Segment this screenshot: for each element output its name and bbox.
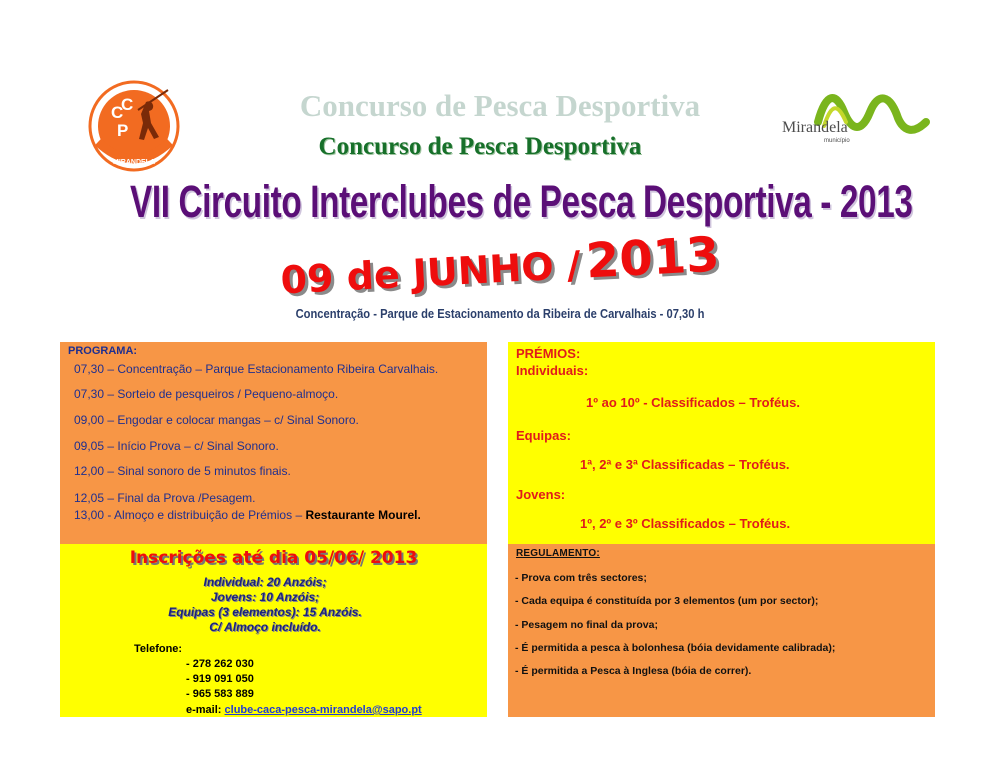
regulamento-rule: - Cada equipa é constituída por 3 elementos (um por sector); [515, 595, 819, 607]
event-date-year: 2013 [584, 226, 721, 290]
regulamento-rule: - Prova com três sectores; [515, 572, 647, 584]
regulamento-heading: REGULAMENTO: [516, 548, 600, 559]
programa-line: 12,05 – Final da Prova /Pesagem. [74, 491, 256, 505]
subtitle: Concurso de Pesca Desportiva [318, 133, 642, 160]
programa-line: 07,30 – Sorteio de pesqueiros / Pequeno-almoço. [74, 387, 339, 401]
ccp-letter-p: P [117, 121, 129, 140]
inscricao-price: C/ Almoço incluído. [209, 620, 321, 634]
premios-heading: PRÉMIOS: [516, 346, 581, 361]
individuais-prize: 1º ao 10º - Classificados – Troféus. [586, 395, 800, 410]
event-date [0, 212, 1000, 320]
jovens-label: Jovens: [516, 487, 566, 502]
telefone-label: Telefone: [134, 643, 183, 655]
ccp-ring-text: MIRANDELA [113, 159, 155, 166]
restaurant-name: Restaurante Mourel. [305, 508, 421, 522]
mirandela-municipio-logo [778, 82, 938, 148]
mirandela-sub: município [824, 138, 850, 144]
individuais-label: Individuais: [516, 363, 589, 378]
ccp-letter-c2: C [121, 95, 134, 114]
email-line [186, 704, 422, 716]
regulamento-rule: - É permitida a pesca à bolonhesa (bóia devidamente calibrada); [515, 642, 836, 654]
ccp-letter-c1: C [111, 103, 124, 122]
inscricao-price: Jovens: 10 Anzóis; [210, 590, 320, 604]
programa-panel [60, 342, 487, 544]
regulamento-panel [508, 544, 935, 717]
event-date-day: 09 de JUNHO / [279, 242, 582, 303]
equipas-label: Equipas: [516, 428, 571, 443]
main-title: VII Circuito Interclubes de Pesca Desportiva - 2013 [130, 176, 913, 227]
programa-heading: PROGRAMA: [68, 345, 138, 357]
inscricoes-title: Inscrições até dia 05/06/ 2013 [129, 548, 418, 568]
concentration-note: Concentração - Parque de Estacionamento da Ribeira de Carvalhais - 07,30 h [295, 306, 705, 321]
mirandela-name: Mirandela [782, 119, 848, 136]
inscricao-price: Individual: 20 Anzóis; [203, 575, 327, 589]
equipas-prize: 1ª, 2ª e 3ª Classificadas – Troféus. [580, 457, 790, 472]
regulamento-rule: - É permitida a Pesca à Inglesa (bóia de correr). [515, 665, 752, 677]
premios-panel [508, 342, 935, 544]
programa-line: 12,00 – Sinal sonoro de 5 minutos finais. [74, 464, 291, 478]
phone-number: - 965 583 889 [186, 688, 254, 700]
lunch-time: 13,00 - Almoço e distribuição de Prémios – [74, 508, 306, 522]
ghost-title: Concurso de Pesca Desportiva [299, 88, 701, 123]
programa-line: 09,05 – Início Prova – c/ Sinal Sonoro. [74, 439, 279, 453]
programa-line: 09,00 – Engodar e colocar mangas – c/ Sinal Sonoro. [74, 413, 359, 427]
inscricoes-panel [60, 544, 487, 717]
programa-line: 07,30 – Concentração – Parque Estacionamento Ribeira Carvalhais. [74, 362, 439, 376]
email-link[interactable]: clube-caca-pesca-mirandela@sapo.pt [224, 704, 422, 716]
email-label: e-mail: [186, 704, 225, 716]
programa-line-lunch [74, 508, 421, 522]
inscricao-price: Equipas (3 elementos): 15 Anzóis. [168, 605, 362, 619]
jovens-prize: 1º, 2º e 3º Classificados – Troféus. [580, 516, 791, 531]
regulamento-rule: - Pesagem no final da prova; [515, 619, 658, 631]
phone-number: - 919 091 050 [186, 673, 254, 685]
phone-number: - 278 262 030 [186, 658, 254, 670]
ccp-club-logo [88, 80, 180, 172]
